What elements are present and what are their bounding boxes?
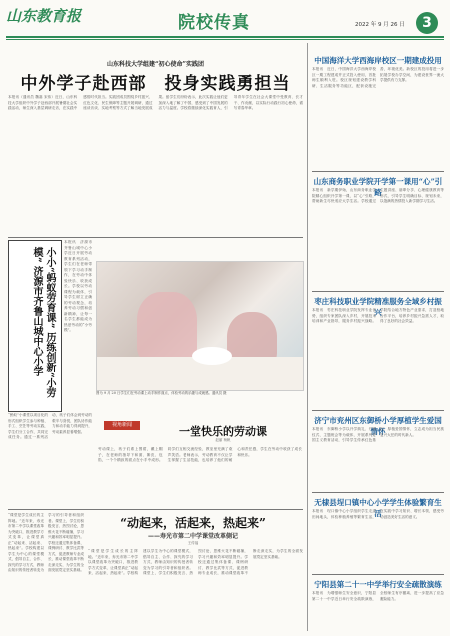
feature-side-headline: 小小“蚂蚁劳育课” 历练创新“小劳模” 济源市齐鲁山城中心小学 [31, 247, 55, 398]
brief-divider [312, 410, 444, 411]
section-divider [8, 237, 303, 238]
bottom-subhead: ——寿光市第二中学课堂改革側记 [147, 533, 238, 540]
lead-body: 本报讯（通讯员 魏嘉 宋伟）近日，山东科技大学组织中外学子赴西部开展暑期社会实践活动，师生深入基层调研走访，在实践中感悟时代担当。实践团成员围绕乡村振兴、红色文化、民生保障等主题开展调研，通过座谈访谈、实地考察等方式了解当地发展成果。留学生们纷纷表示，此次实践让他们更加深入地了解了中国，感受到了中国发展的活力与温度。学校将继续深化实践育人，引导青年学生在社会大课堂中受教育、长才干、作贡献，以实际行动践行初心使命，谱写青春华章。 [8, 95, 303, 110]
brief-divider [312, 574, 444, 575]
brief-headline-3: 枣庄科技职业学院精准服务全域乡村振兴 [314, 297, 442, 317]
brief-divider [312, 492, 444, 493]
feature-photo [96, 261, 304, 391]
feature-body-left: “蚂蚁”小课堂以项目化的形式组织学生参与种植、手工、烹饪等劳动实践，学生们分工合作，共同完成任务。通过一系列活动，孩子们体会到劳动的艰辛与喜悦，团队协作能力和动手能力得到提升，劳动素养显著增强。 [8, 413, 92, 439]
bottom-headline: “动起来，活起来，热起来” [120, 516, 266, 530]
brief-headline-5: 无棣县埕口镇中心小学学生体验繁育生活 [314, 498, 442, 518]
bottom-body-left: “课堂是学生成长的主阵地。”近年来，寿光市第二中学以课堂改革为突破口，推进教学方式变革，让课堂真正“动起来、活起来、热起来”。学校构建以学生为中心的课堂模式，倡导自主、合作、探究的学习方式，教师由知识的传授者转变为学习的引导者和组织者。课堂上，学生们积极发言、热烈讨论，思维火花不断碰撞，学习兴趣和效率明显提升。学校还通过集体备课、课例研讨、教学比武等方式，促进教师专业成长，推动课堂改革不断走深走实，为学生的全面发展奠定坚实基础。 [8, 513, 84, 572]
column-divider [307, 43, 308, 631]
section-divider-bottom [8, 509, 303, 510]
right-column [312, 43, 444, 631]
feature-body-narrow: 本报讯 济源市齐鲁山城中心小学近日开展劳动教育系列活动，学生们在老师带领下学习动手制作，在劳动中体验快乐、收获成长。学校以劳动课程为载体，引导学生树立正确的劳动观念，培养劳动习惯和创新精神，让每一名学生都能成为热爱劳动的“小劳模”。 [64, 240, 92, 332]
brief-body-3: 本报讯 枣庄科技职业学院发挥专业优势，组织专家团队深入乡村，开展技术培训和产业指导，服务乡村振兴战略。学院结合地方特色产业需求，打造校地合作平台，培养乡村振兴急需人才，取得了良好的社会效益。 [312, 308, 444, 323]
brief-body-1: 本报讯 近日，中国海洋大学西海岸校区一期工程建成并正式投入使用，首批师生顺利入驻。校区规划建设教学科研、生活服务等功能区，配套设施完善，环境优美。新校区的投用将进一步拓展学校办学空间，为建设世界一流大学提供有力支撑。 [312, 67, 444, 88]
brief-headline-4: 济宁市兖州区东御桥小学厚植学生爱国情怀 [314, 416, 442, 436]
lead-headline: 中外学子赴西部 投身实践勇担当 [20, 74, 291, 94]
feature-side-headline-box [8, 240, 62, 412]
issue-date: 2022 年 9 月 26 日 [355, 22, 405, 28]
bottom-byline: 王传福 [187, 541, 199, 545]
feature-byline: 赵丽 杨帆 [215, 438, 231, 442]
brief-body-2: 本报讯 新学期伊始，山东商务职业学院精心组织开学第一课，以“心”引路，帮助新生尽快适应大学生活。学校通过主题讲座、朋辈分享、心理健康教育等形式，引导学生明确目标、规划未来，以饱满的热情投入新学期学习生活。 [312, 188, 444, 203]
bottom-body-right: “课堂是学生成长的主阵地。”近年来，寿光市第二中学以课堂改革为突破口，推进教学方式变革，让课堂真正“动起来、活起来、热起来”。学校构建以学生为中心的课堂模式，倡导自主、合作、探究的学习方式，教师由知识的传授者转变为学习的引导者和组织者。课堂上，学生们积极发言、热烈讨论，思维火花不断碰撞，学习兴趣和效率明显提升。学校还通过集体备课、课例研讨、教学比武等方式，促进教师专业成长，推动课堂改革不断走深走实，为学生的全面发展奠定坚实基础。 [88, 549, 303, 575]
feature-tag: 视角新闻 [104, 421, 140, 430]
brief-headline-1: 中国海洋大学西海岸校区一期建成投用 [314, 56, 442, 65]
feature-sub-headline: 一堂快乐的劳动课 [179, 425, 267, 438]
feature-body-bottom: 劳动课上，孩子们系上围裙，戴上帽子，在老师的指导下和面、擀皮、包馅，一个个精致的面点在小手中成形。同学们互相交流经验，教室里充满了欢声笑语。老师表示，劳动教育不仅让学生掌握了生活技能，也培养了他们的耐心和责任感，学生在劳动中收获了成长和快乐。 [98, 447, 302, 462]
masthead-rule [6, 36, 444, 38]
newspaper-logo: 山东教育报 [6, 7, 82, 25]
brief-body-4: 本报讯 东御桥小学以开学典礼、升旗仪式、主题班会等为载体，开展系列爱国主义教育活动，引导学生传承红色基因，厚植爱国情怀，立志成为担当民族复兴大任的时代新人。 [312, 427, 444, 442]
brief-headline-6: 宁阳县第二十一中学举行安全疏散演练 [314, 580, 442, 589]
main-column [8, 43, 303, 631]
page-number-badge: 3 [416, 12, 438, 34]
brief-divider [312, 171, 444, 172]
masthead-rule-thin [6, 39, 444, 40]
photo-caption: 图为 9 月 20 日学生们在劳动课上动手制作面点，体验劳动的乐趣与成就感。通讯员 摄 [96, 391, 227, 395]
brief-body-6: 本报讯 为增强师生安全意识，宁阳县第二十一中学近日举行安全疏散演练，全校师生有序撤离，进一步提高了应急避险能力。 [312, 591, 444, 601]
brief-body-5: 本报讯 埕口镇中心小学组织学生走进田间地头，体验种植养殖等繁育生活，在实践中学习知识、增长本领，感受劳动创造美好生活的意义。 [312, 509, 444, 519]
lead-kicker: 山东科技大学组建“初心使命”实践团 [107, 61, 204, 68]
section-title: 院校传真 [178, 13, 250, 33]
brief-divider [312, 291, 444, 292]
brief-headline-2: 山东商务职业学院开学第一课用“心”引路 [313, 177, 443, 197]
